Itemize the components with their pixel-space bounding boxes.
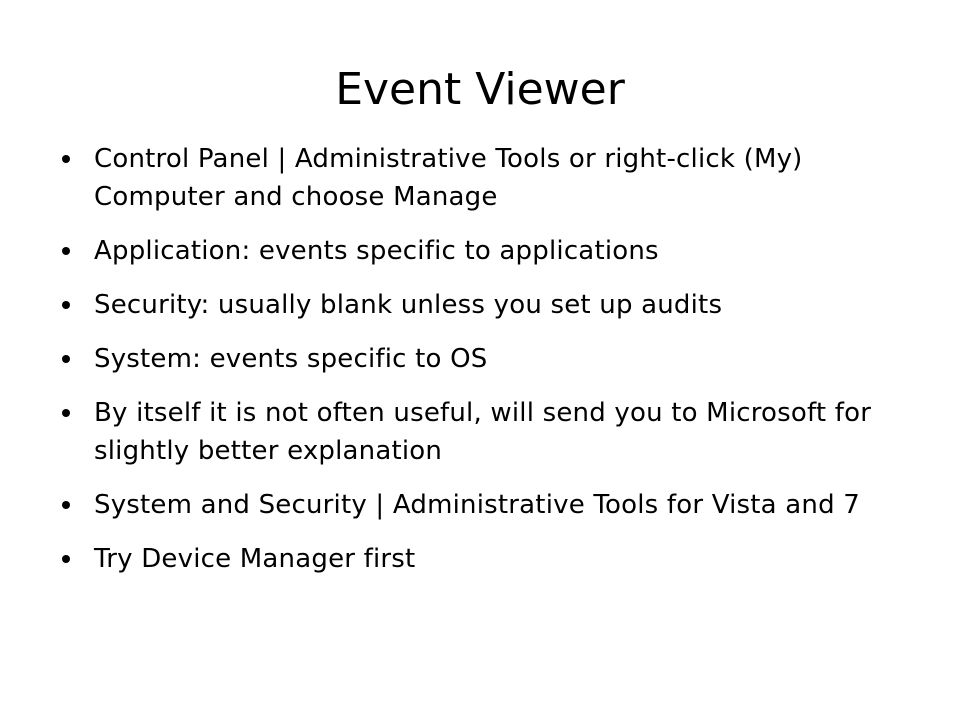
slide-title: Event Viewer bbox=[335, 64, 625, 115]
bullet-item bbox=[60, 340, 910, 378]
bullet-dot-icon bbox=[62, 409, 70, 417]
bullet-dot-icon bbox=[62, 355, 70, 363]
bullet-dot-icon bbox=[62, 155, 70, 163]
bullet-item bbox=[60, 232, 910, 270]
bullet-text: Control Panel | Administrative Tools or right-click (My) Computer and choose Manage bbox=[94, 144, 803, 212]
bullet-dot-icon bbox=[62, 555, 70, 563]
bullet-item bbox=[60, 540, 910, 578]
bullet-item bbox=[60, 486, 910, 524]
bullet-text: Try Device Manager first bbox=[94, 544, 416, 574]
bullet-text: Application: events specific to applications bbox=[94, 236, 659, 266]
bullet-dot-icon bbox=[62, 247, 70, 255]
bullet-dot-icon bbox=[62, 501, 70, 509]
bullet-dot-icon bbox=[62, 301, 70, 309]
bullet-item bbox=[60, 140, 910, 216]
bullet-item bbox=[60, 286, 910, 324]
bullet-text: Security: usually blank unless you set up audits bbox=[94, 290, 723, 320]
bullet-list bbox=[60, 140, 910, 594]
bullet-text: System: events specific to OS bbox=[94, 344, 488, 374]
bullet-item bbox=[60, 394, 910, 470]
bullet-text: By itself it is not often useful, will send you to Microsoft for slightly better explanation bbox=[94, 398, 872, 466]
bullet-text: System and Security | Administrative Tools for Vista and 7 bbox=[94, 490, 860, 520]
